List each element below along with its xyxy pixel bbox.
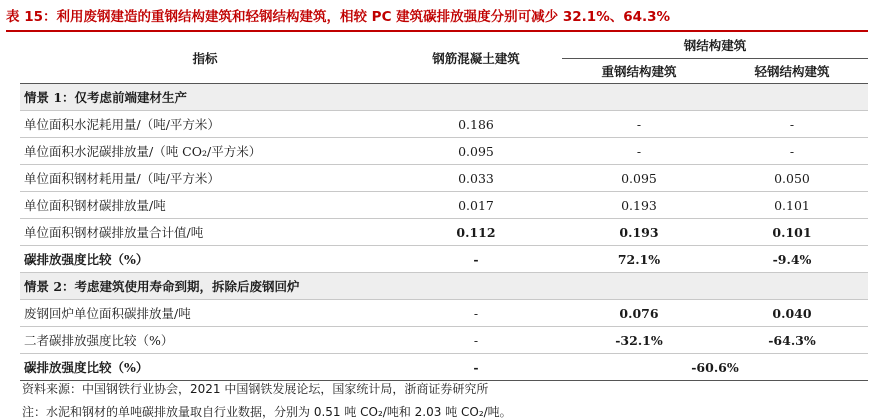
table-row [20,300,868,327]
cell-rc: 0.033 [390,165,562,192]
cell-heavy: 72.1% [562,246,716,273]
row-label: 二者碳排放强度比较（%） [20,327,390,354]
scene1-title: 情景 1：仅考虑前端建材生产 [20,84,868,111]
table-title: 表 15：利用废钢建造的重钢结构建筑和轻钢结构建筑，相较 PC 建筑碳排放强度分别可减少 32.1%、64.3% [6,9,671,25]
cell-rc: - [390,354,562,381]
header-indicator: 指标 [20,32,390,84]
cell-heavy: - [562,138,716,165]
cell-light: - [716,111,868,138]
cell-light: - [716,138,868,165]
cell-heavy: 0.193 [562,192,716,219]
row-label: 单位面积钢材碳排放量合计值/吨 [20,219,390,246]
cell-light: -64.3% [716,327,868,354]
cell-light: -9.4% [716,246,868,273]
data-table [20,32,868,381]
header-rc: 钢筋混凝土建筑 [390,32,562,84]
header-heavy: 重钢结构建筑 [562,59,716,84]
cell-rc: - [390,246,562,273]
row-label: 废钢回炉单位面积碳排放量/吨 [20,300,390,327]
table-row [20,354,868,381]
cell-rc: 0.017 [390,192,562,219]
cell-rc: 0.112 [390,219,562,246]
cell-rc: - [390,327,562,354]
cell-rc: - [390,300,562,327]
cell-heavy: 0.095 [562,165,716,192]
cell-heavy: -32.1% [562,327,716,354]
cell-heavy: 0.193 [562,219,716,246]
cell-heavy: 0.076 [562,300,716,327]
cell-rc: 0.186 [390,111,562,138]
table-row [20,192,868,219]
table-row [20,219,868,246]
table-row [20,246,868,273]
header-steel: 钢结构建筑 [562,32,868,59]
row-label: 单位面积水泥耗用量/（吨/平方米） [20,111,390,138]
table-row [20,165,868,192]
row-label: 碳排放强度比较（%） [20,246,390,273]
cell-light: 0.101 [716,219,868,246]
scene1-row [20,84,868,111]
cell-rc: 0.095 [390,138,562,165]
cell-heavy: - [562,111,716,138]
header-row-top [20,32,868,59]
row-label: 碳排放强度比较（%） [20,354,390,381]
header-light: 轻钢结构建筑 [716,59,868,84]
note-line: 注：水泥和钢材的单吨碳排放量取自行业数据，分别为 0.51 吨 CO₂/吨和 2.03 吨 CO₂/吨。 [22,405,512,419]
row-label: 单位面积钢材耗用量/（吨/平方米） [20,165,390,192]
scene2-title: 情景 2：考虑建筑使用寿命到期，拆除后废钢回炉 [20,273,868,300]
scene2-row [20,273,868,300]
table-row [20,327,868,354]
cell-steel-merged: -60.6% [562,354,868,381]
source-line: 资料来源：中国钢铁行业协会，2021 中国钢铁发展论坛，国家统计局，浙商证券研究所 [22,382,489,396]
cell-light: 0.050 [716,165,868,192]
table-row [20,138,868,165]
row-label: 单位面积钢材碳排放量/吨 [20,192,390,219]
cell-light: 0.101 [716,192,868,219]
row-label: 单位面积水泥碳排放量/（吨 CO₂/平方米） [20,138,390,165]
cell-light: 0.040 [716,300,868,327]
table-row [20,111,868,138]
